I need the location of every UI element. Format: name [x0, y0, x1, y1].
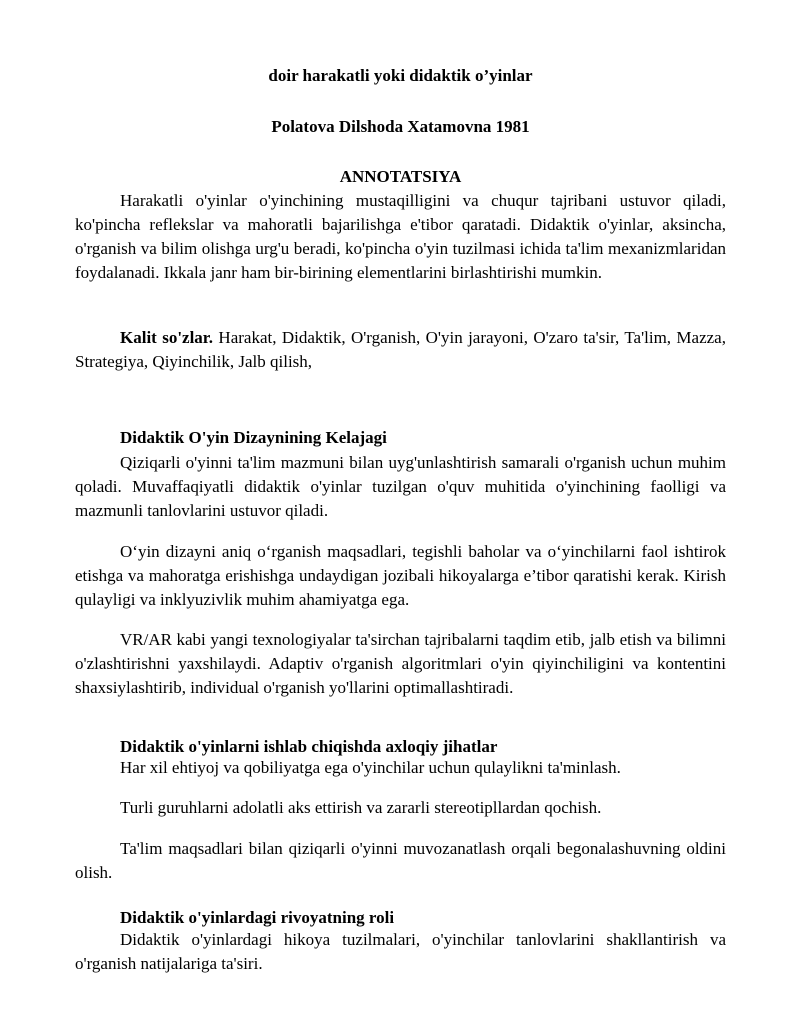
document-page	[75, 0, 726, 1035]
section-heading-ethics: Didaktik o'yinlarni ishlab chiqishda axloqiy jihatlar	[120, 737, 498, 756]
keywords-paragraph	[75, 326, 726, 374]
section1-paragraph-2: O‘yin dizayni aniq o‘rganish maqsadlari, tegishli baholar va o‘yinchilarni faol ishtirok etishga va mahoratga erishishga undaydigan jozibali hikoyalarga e’tibor qaratishi kerak. Kirish qulayligi va inklyuzivlik muhim ahamiyatga ega.	[75, 542, 726, 609]
section2-paragraph-2: Turli guruhlarni adolatli aks ettirish va zararli stereotipllardan qochish.	[120, 798, 602, 817]
section1-paragraph-1: Qiziqarli o'yinni ta'lim mazmuni bilan uyg'unlashtirish samarali o'rganish uchun muhim qoladi. Muvaffaqiyatli didaktik o'yinlar tuzilgan o'quv muhitida o'yinchining faolligi va mazmunli tanlovlarini ustuvor qiladi.	[75, 453, 726, 520]
section-heading-future-design: Didaktik O'yin Dizaynining Kelajagi	[120, 428, 387, 447]
annotation-paragraph: Harakatli o'yinlar o'yinchining mustaqilligini va chuqur tajribani ustuvor qiladi, ko'pincha reflekslar va mahoratli bajarilishga e'tibor qaratadi. Didaktik o'yinlar, aksincha, o'rganish va bilim olishga urg'u beradi, ko'pincha o'yin tuzilmasi ichida ta'lim mexanizmlaridan foydalanadi. Ikkala janr ham bir-birining elementlarini birlashtirishi mumkin.	[75, 191, 726, 282]
document-author: Polatova Dilshoda Xatamovna 1981	[271, 117, 530, 136]
keywords-label: Kalit so'zlar.	[120, 328, 214, 347]
section2-paragraph-1: Har xil ehtiyoj va qobiliyatga ega o'yinchilar uchun qulaylikni ta'minlash.	[120, 758, 621, 777]
annotation-heading: ANNOTATSIYA	[339, 167, 462, 186]
section2-paragraph-3: Ta'lim maqsadlari bilan qiziqarli o'yinni muvozanatlash orqali begonalashuvning oldini olish.	[75, 839, 726, 882]
section-heading-narrative: Didaktik o'yinlardagi rivoyatning roli	[120, 908, 395, 927]
section3-paragraph-1: Didaktik o'yinlardagi hikoya tuzilmalari, o'yinchilar tanlovlarini shakllantirish va o'rganish natijalariga ta'siri.	[75, 930, 726, 973]
keywords-list: Harakat, Didaktik, O'rganish, O'yin jarayoni, O'zaro ta'sir, Ta'lim, Mazza, Strategiya, Qiyinchilik, Jalb qilish,	[75, 328, 726, 371]
document-title: doir harakatli yoki didaktik o’yinlar	[268, 66, 533, 85]
section1-paragraph-3: VR/AR kabi yangi texnologiyalar ta'sirchan tajribalarni taqdim etib, jalb etish va bilimni o'zlashtirishni yaxshilaydi. Adaptiv o'rganish algoritmlari o'yin qiyinchiligini va kontentini shaxsiylashtirib, individual o'rganish yo'llarini optimallashtiradi.	[75, 630, 726, 697]
